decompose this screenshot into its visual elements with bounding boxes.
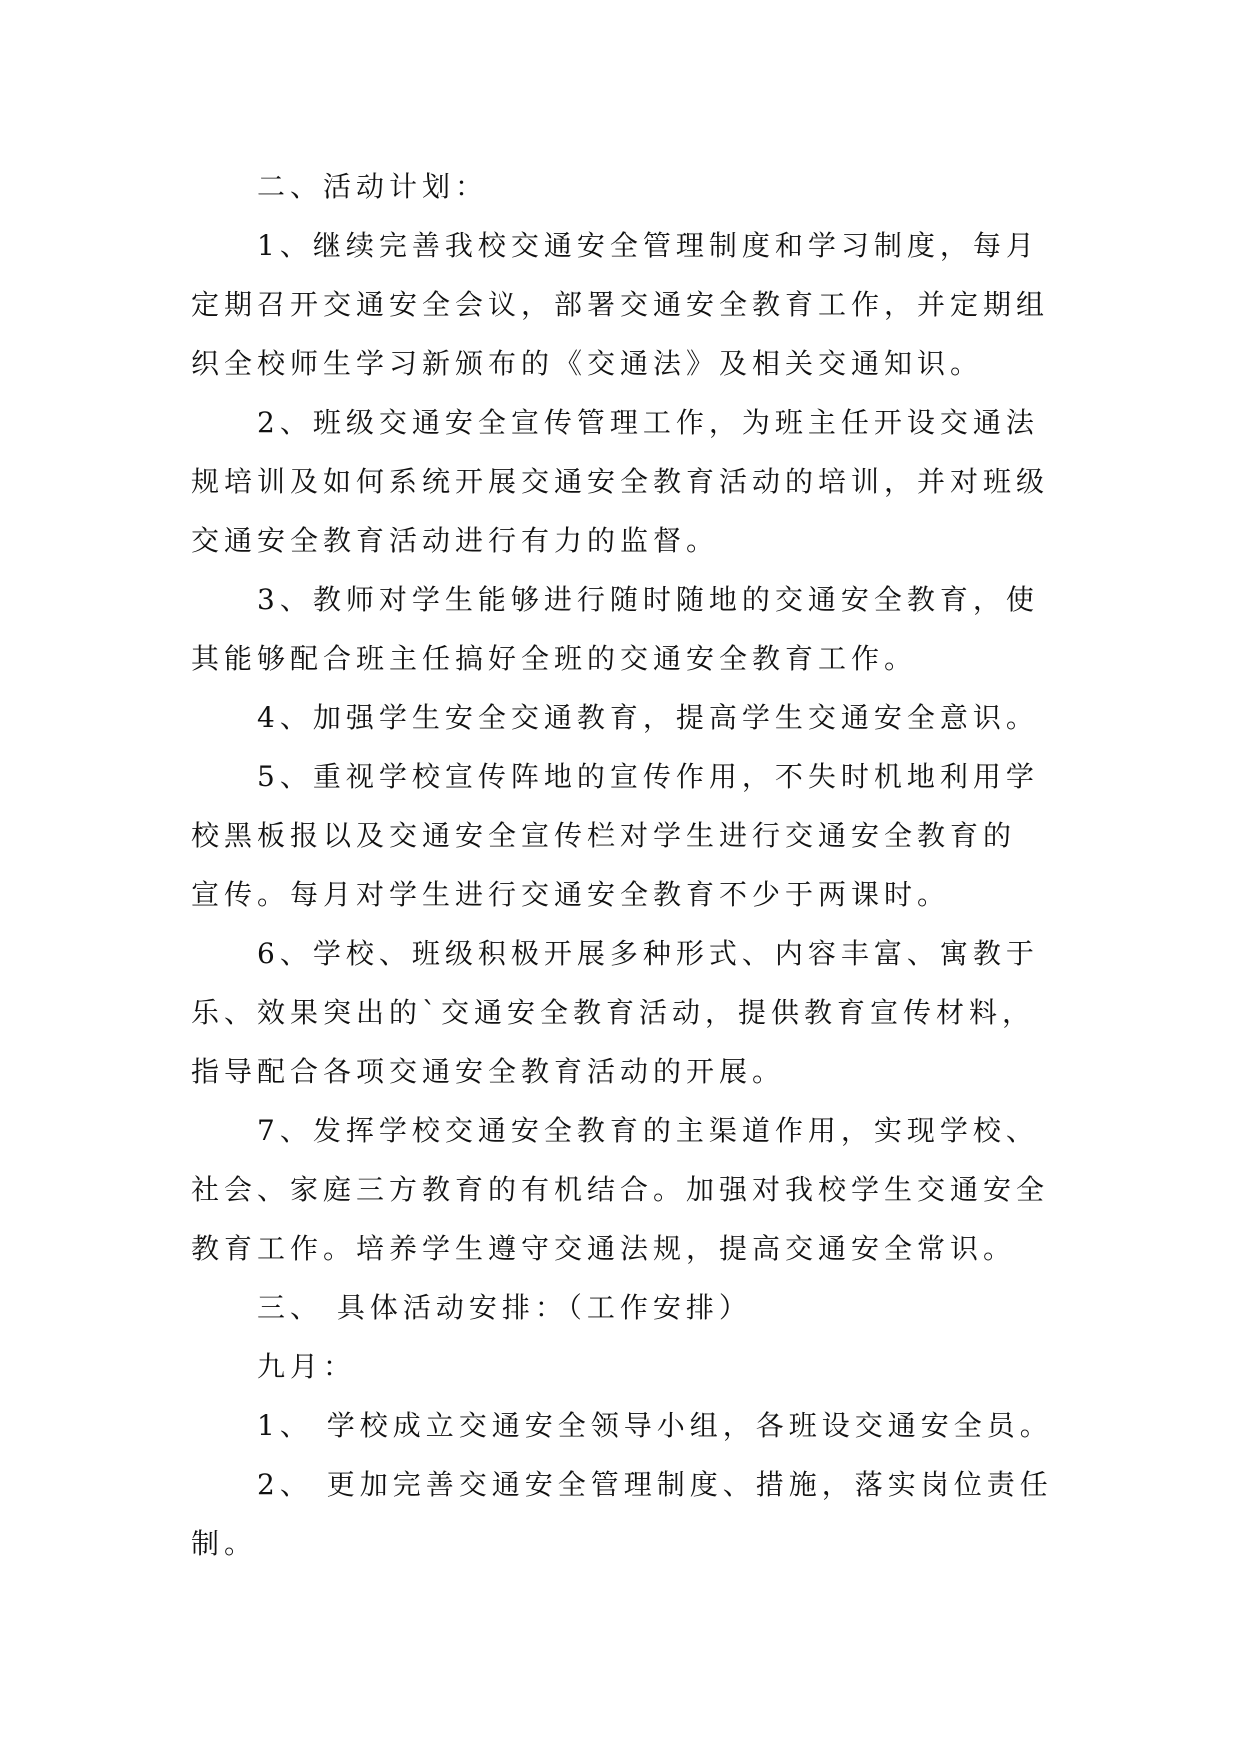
document-page: [191, 157, 1071, 1573]
text-line: 校黑板报以及交通安全宣传栏对学生进行交通安全教育的: [191, 819, 1017, 852]
text-line: 2、 更加完善交通安全管理制度、措施，落实岗位责任: [257, 1468, 1053, 1501]
text-line: 1、 学校成立交通安全领导小组，各班设交通安全员。: [257, 1409, 1053, 1442]
text-line: 指导配合各项交通安全教育活动的开展。: [191, 1055, 786, 1088]
text-line: 织全校师生学习新颁布的《交通法》及相关交通知识。: [191, 347, 984, 380]
text-line: 九月：: [257, 1350, 357, 1383]
text-line: 社会、家庭三方教育的有机结合。加强对我校学生交通安全: [191, 1173, 1050, 1206]
text-line: 制。: [191, 1527, 258, 1560]
text-line: 宣传。每月对学生进行交通安全教育不少于两课时。: [191, 878, 951, 911]
text-line: 1、继续完善我校交通安全管理制度和学习制度，每月: [257, 229, 1039, 262]
text-line: 其能够配合班主任搞好全班的交通安全教育工作。: [191, 642, 918, 675]
text-line: 2、班级交通安全宣传管理工作，为班主任开设交通法: [257, 406, 1039, 439]
text-line: 定期召开交通安全会议，部署交通安全教育工作，并定期组: [191, 288, 1050, 321]
text-line: 三、 具体活动安排：（工作安排）: [257, 1291, 752, 1324]
text-line: 教育工作。培养学生遵守交通法规，提高交通安全常识。: [191, 1232, 1017, 1265]
text-line: 4、加强学生安全交通教育，提高学生交通安全意识。: [257, 701, 1039, 734]
text-line: 交通安全教育活动进行有力的监督。: [191, 524, 720, 557]
text-line: 6、学校、班级积极开展多种形式、内容丰富、寓教于: [257, 937, 1039, 970]
text-line: 7、发挥学校交通安全教育的主渠道作用，实现学校、: [257, 1114, 1039, 1147]
text-line: 乐、效果突出的`交通安全教育活动，提供教育宣传材料，: [191, 996, 1036, 1029]
text-line: 规培训及如何系统开展交通安全教育活动的培训，并对班级: [191, 465, 1050, 498]
text-line: 5、重视学校宣传阵地的宣传作用，不失时机地利用学: [257, 760, 1039, 793]
text-line: 3、教师对学生能够进行随时随地的交通安全教育，使: [257, 583, 1039, 616]
text-line: 二、活动计划：: [257, 170, 489, 203]
